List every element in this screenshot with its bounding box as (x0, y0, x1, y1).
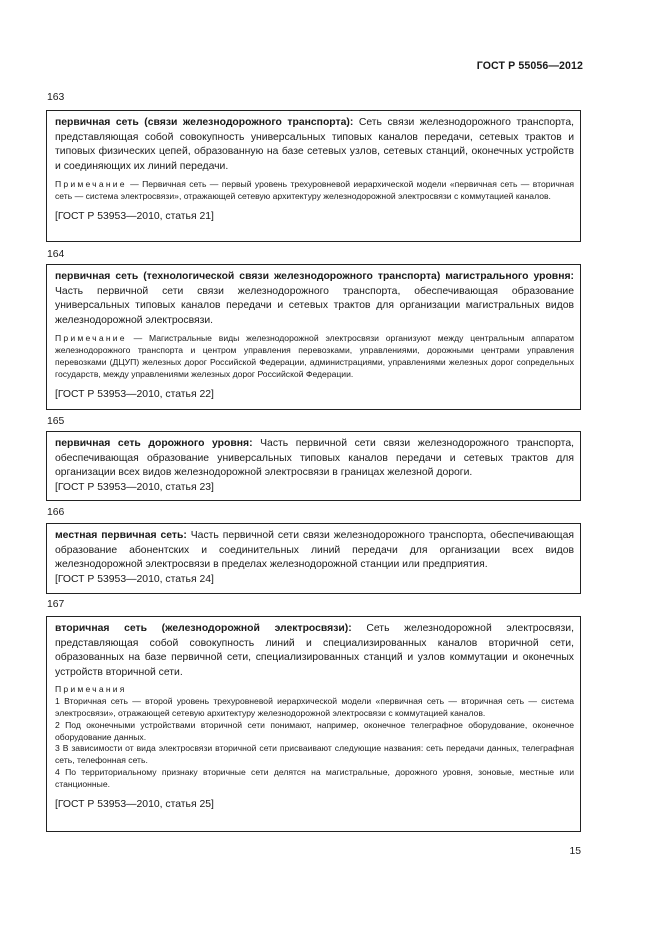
note-item: 4 По территориальному признаку вторичные сети делятся на магистральные, дорожного уровня, зоновые, местные или станционные. (55, 766, 574, 789)
term-entry (46, 264, 581, 410)
definition-text: Сеть железнодорожной электросвязи, представляющая собой совокупность линий и специализированных каналов вторичной сети, образованных на базе первичной сети, специализированных станций и узлов коммутации и оконечных устройств вторичной сети. (55, 623, 574, 678)
definition (55, 116, 574, 174)
definition (55, 622, 574, 680)
term-entry (46, 616, 581, 832)
entry-number: 167 (47, 599, 65, 610)
definition-text: Часть первичной сети связи железнодорожного транспорта, обеспечивающая образование универсальных типовых каналов передачи и сетевых трактов для организации всех видов железнодорожной электросвязи в границах железной дороги. (55, 438, 574, 479)
term-entry (46, 523, 581, 594)
definition-text: Часть первичной сети связи железнодорожного транспорта, обеспечивающая образование абонентских и соединительных линий передачи для организации всех видов железнодорожной электросвязи в пределах железнодорожной станции или предприятия. (55, 530, 574, 571)
reference: [ГОСТ Р 53953—2010, статья 25] (55, 798, 214, 810)
reference: [ГОСТ Р 53953—2010, статья 23] (55, 481, 214, 493)
definition (55, 270, 574, 328)
entry-number: 166 (47, 507, 65, 518)
note-label: Примечание (55, 179, 127, 190)
entry-number: 165 (47, 416, 65, 427)
definition (55, 437, 574, 481)
note (55, 333, 574, 380)
definition-text: Часть первичной сети связи железнодорожного транспорта, обеспечивающая образование универсальных типовых каналов передачи и сетевых трактов для организации магистральных видов железнодорожной электросвязи. (55, 285, 574, 326)
note-item: 1 Вторичная сеть — второй уровень трехуровневой иерархической модели «первичная сеть — вторичная сеть — система электросвязи», отражающей сетевую архитектуру железнодорожной электросвязи с коммутацией каналов. (55, 696, 574, 718)
term: первичная сеть дорожного уровня: (55, 438, 253, 449)
note-text: — Первичная сеть — первый уровень трехуровневой иерархической модели «первичная сеть — вторичная сеть — система электросвязи», отражающей сетевую архитектуру железнодорожной электросвязи с коммутацией каналов. (55, 179, 574, 202)
note-text: — Магистральные виды железнодорожной электросвязи организуют между центральным аппаратом железнодорожного транспорта и центром управления перевозками, управлениями, дорожными центрами управления перевозками (ДЦУП) железных дорог Российской Федерации, администрациями, управлениями железных дорог сопредельных государств, между управлениями железных дорог Российской Федерации. (55, 333, 574, 379)
note (55, 179, 574, 203)
note-label: Примечание (55, 333, 127, 344)
notes-label: Примечания (55, 684, 127, 695)
reference: [ГОСТ Р 53953—2010, статья 24] (55, 573, 214, 585)
page-number: 15 (569, 846, 581, 857)
definition (55, 529, 574, 573)
term: местная первичная сеть: (55, 530, 187, 541)
reference: [ГОСТ Р 53953—2010, статья 22] (55, 388, 214, 400)
note-item: 2 Под оконечными устройствами вторичной сети понимают, например, оконечное телеграфное оборудование, оконечное оборудование данных. (55, 719, 574, 742)
term-entry (46, 110, 581, 242)
term: первичная сеть (технологической связи железнодорожного транспорта) магистрального уровня: (55, 271, 574, 282)
document-header: ГОСТ Р 55056—2012 (476, 60, 583, 72)
term: вторичная сеть (железнодорожной электросвязи): (55, 623, 352, 634)
note-item: 3 В зависимости от вида электросвязи вторичной сети присваивают следующие названия: сеть передачи данных, телеграфная сеть, телефонная сеть. (55, 743, 574, 766)
term: первичная сеть (связи железнодорожного транспорта): (55, 117, 354, 128)
reference: [ГОСТ Р 53953—2010, статья 21] (55, 210, 214, 222)
definition-text: Сеть связи железнодорожного транспорта, представляющая собой совокупность универсальных типовых каналов передачи, сетевых трактов и типовых физических цепей, образованную на базе сетевых узлов, сетевых станций, оконечных устройств и соединяющих их линий передачи. (55, 117, 574, 172)
entry-number: 163 (47, 92, 65, 103)
entry-number: 164 (47, 249, 65, 260)
term-entry (46, 431, 581, 501)
